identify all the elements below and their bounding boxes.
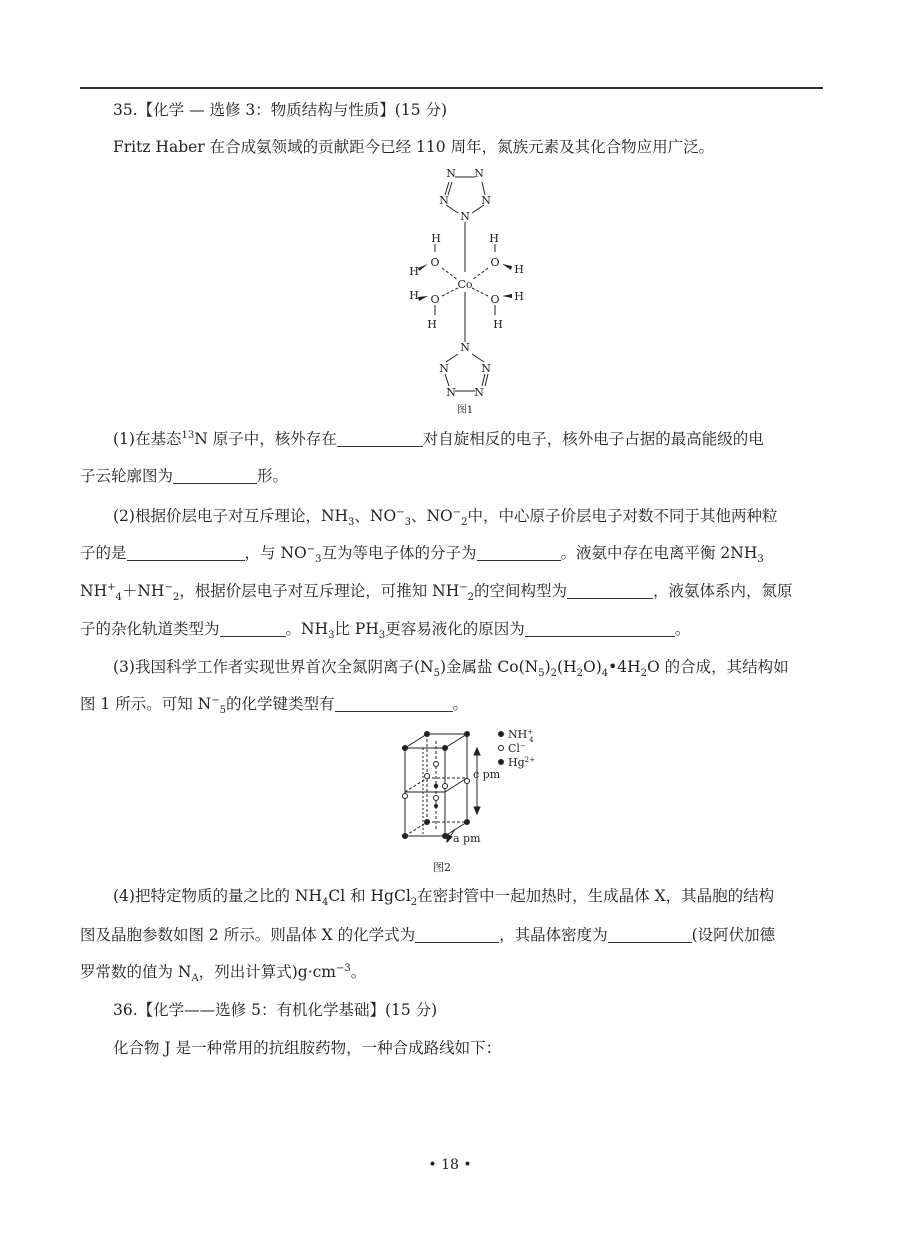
svg-text:Hg2+: $Hg^{2+}$ (508, 756, 535, 769)
q35-part4-line1: (4)把特定物质的量之比的 $NH_4Cl$ 和 HgCl$_2$在密封管中一起加热时，生成晶体 X，其晶胞的结构 (113, 887, 775, 909)
svg-text:N: N (460, 341, 470, 354)
svg-text:H: H (427, 318, 437, 331)
svg-text:H: H (493, 318, 503, 331)
answer-blank-9[interactable] (415, 926, 499, 943)
svg-text:H: H (514, 290, 524, 303)
svg-text:N: N (446, 167, 456, 180)
svg-text:N: N (474, 386, 484, 399)
figure-1-cobalt-complex (400, 160, 540, 420)
q35-part2-line3: $NH^+_4+NH^-_2$，根据价层电子对互斥理论，可推知 $NH^-_2$的空间构型为 ，液氨体系内，氮原 (80, 581, 793, 604)
svg-text:N: N (481, 362, 491, 375)
svg-text:图2: 图2 (433, 861, 451, 874)
answer-blank-2[interactable] (173, 467, 257, 484)
figure-2-unit-cell (395, 726, 545, 876)
q36-intro: 化合物 J 是一种常用的抗组胺药物，一种合成路线如下： (113, 1039, 502, 1057)
page-number: • 18 • (428, 1157, 472, 1173)
svg-text:O: O (490, 293, 500, 306)
answer-blank-5[interactable] (567, 582, 653, 599)
svg-text:Cl−: Cl− (508, 742, 526, 755)
answer-blank-6[interactable] (220, 620, 286, 637)
answer-blank-3[interactable] (127, 544, 245, 561)
svg-text:图1: 图1 (456, 405, 474, 416)
q35-part4-line2: 图及晶胞参数如图 2 所示。则晶体 X 的化学式为 ，其晶体密度为 (设阿伏加德 (80, 926, 776, 944)
svg-text:Co: Co (457, 278, 473, 291)
svg-text:N: N (446, 386, 456, 399)
svg-text:O: O (430, 293, 440, 306)
svg-text:NH+4: NH+ 4 (508, 728, 534, 744)
svg-text:H: H (514, 263, 524, 276)
svg-text:O: O (490, 256, 500, 269)
answer-blank-8[interactable] (335, 695, 453, 712)
svg-text:N: N (481, 194, 491, 207)
q36-header: 36.【化学——选修 5：有机化学基础】(15 分) (113, 1001, 438, 1019)
q35-part2-line1: (2)根据价层电子对互斥理论，$NH_3$、$NO^-_3$、$NO^-_2$中，中心原子价层电子对数不同于其他两种粒 (113, 506, 778, 529)
q35-part4-line3: 罗常数的值为 $N_A$，列出计算式)$g\cdot cm^{-3}$。 (80, 962, 367, 985)
svg-text:N: N (474, 167, 484, 180)
q35-part1-line2: 子云轮廓图为 形。 (80, 467, 289, 485)
svg-text:H: H (431, 232, 441, 245)
answer-blank-7[interactable] (525, 620, 675, 637)
top-rule (80, 87, 823, 89)
q35-part2-line2: 子的是 ，与 $NO^-_3$互为等电子体的分子为 。液氨中存在电离平衡 $2NH_3$ (80, 543, 764, 566)
svg-text:N: N (439, 194, 449, 207)
svg-text:N: N (460, 210, 470, 223)
q35-part3-line2: 图 1 所示。可知 $N^-_5$的化学键类型有 。 (80, 694, 469, 717)
svg-text:c pm: c pm (473, 768, 501, 781)
q35-part3-line1: (3)我国科学工作者实现世界首次全氮阴离子$(N_5)$金属盐 $Co(N_5)_2(H_2O)_4•4H_2O$ 的合成，其结构如 (113, 658, 789, 680)
svg-text:H: H (409, 265, 419, 278)
svg-text:H: H (489, 232, 499, 245)
q35-header: 35.【化学 — 选修 3：物质结构与性质】(15 分) (113, 101, 448, 119)
answer-blank-10[interactable] (608, 926, 692, 943)
q35-part2-line4: 子的杂化轨道类型为 。$NH_3$比 $PH_3$更容易液化的原因为 。 (80, 620, 691, 642)
svg-text:H: H (409, 289, 419, 302)
svg-text:O: O (430, 256, 440, 269)
q35-intro: Fritz Haber 在合成氨领域的贡献距今已经 110 周年，氮族元素及其化合物应用广泛。 (113, 138, 715, 156)
answer-blank-1[interactable] (337, 430, 423, 447)
answer-blank-4[interactable] (477, 544, 561, 561)
svg-text:a pm: a pm (453, 832, 481, 845)
svg-text:N: N (439, 362, 449, 375)
q35-part1-line1: (1)在基态$^{13}$N 原子中，核外存在 对自旋相反的电子，核外电子占据的最高能级的电 (113, 429, 764, 448)
